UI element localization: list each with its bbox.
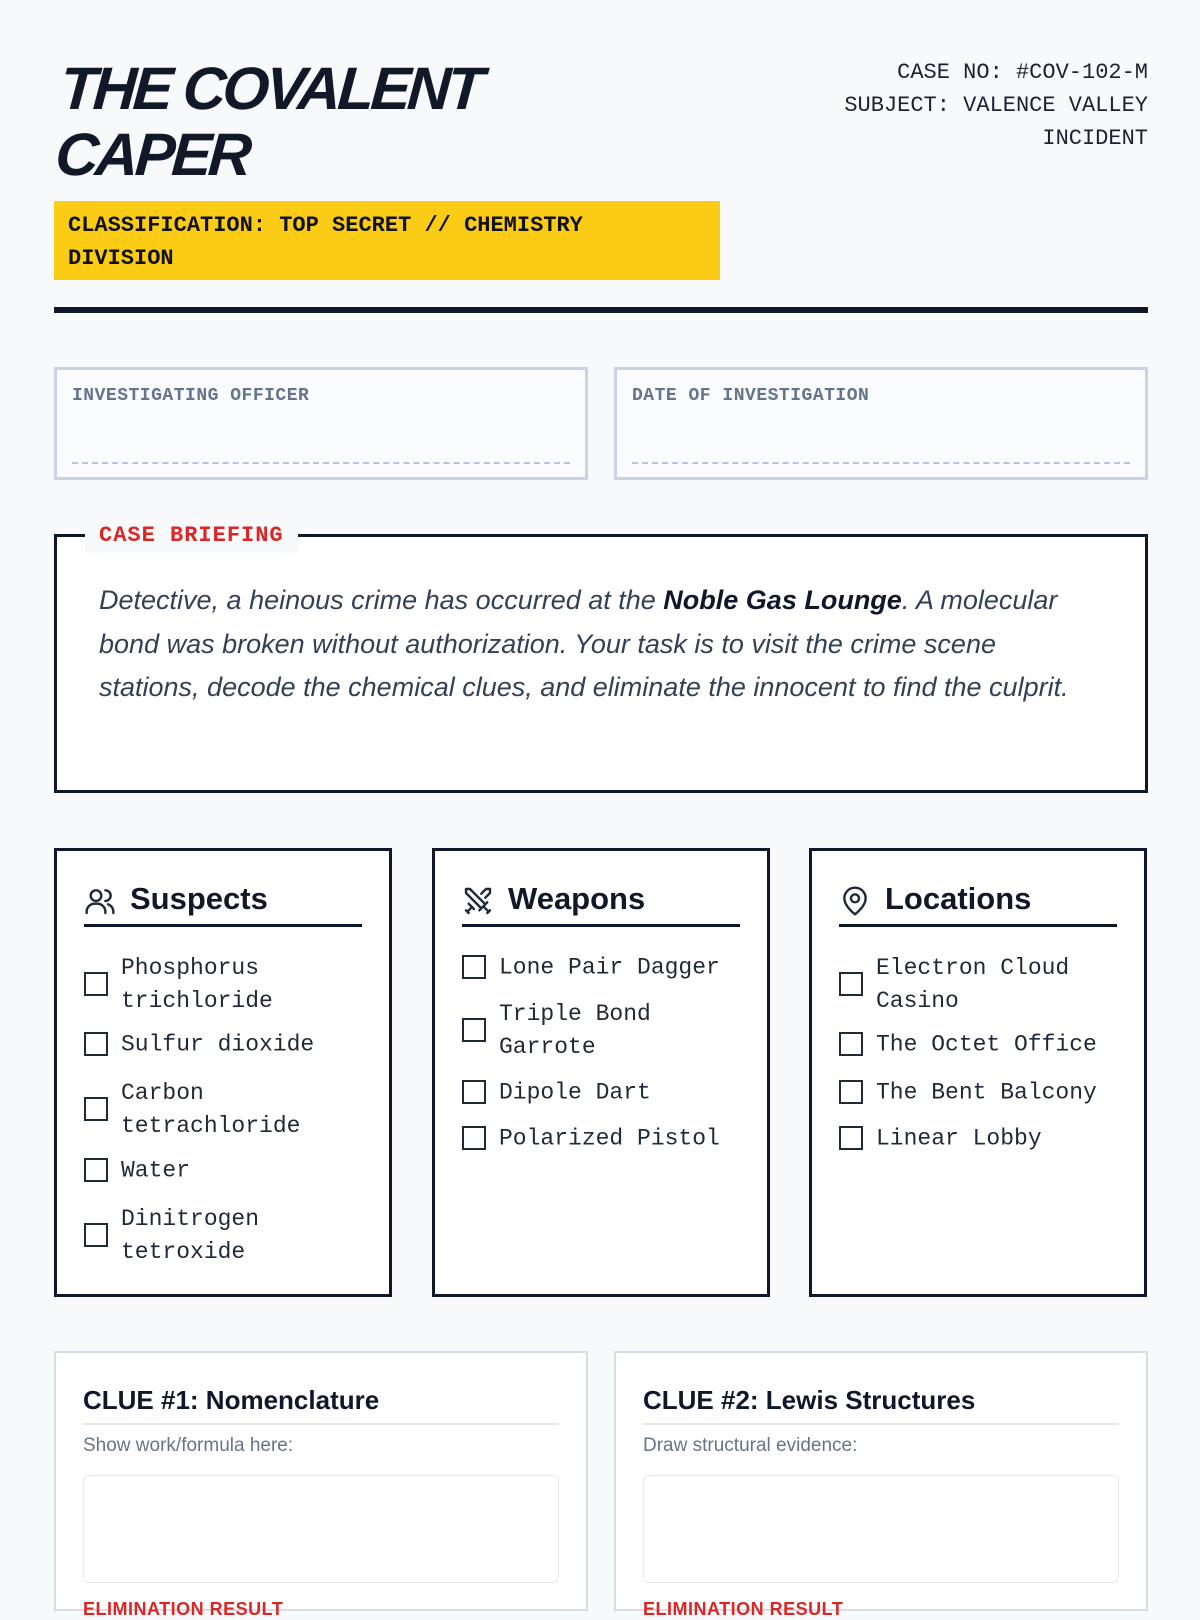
weapon-label: Dipole Dart (499, 1079, 651, 1106)
investigation-date-line[interactable] (632, 462, 1130, 464)
suspect-item[interactable] (84, 1077, 369, 1143)
title-line-2: CAPER (53, 121, 251, 188)
clue-card-nomenclature (54, 1351, 588, 1619)
classification-banner (54, 201, 720, 280)
weapon-item[interactable] (462, 1077, 747, 1109)
crossed-swords-icon (462, 885, 494, 917)
location-checkbox[interactable] (839, 972, 863, 996)
briefing-text-before: Detective, a heinous crime has occurred at the (99, 585, 664, 615)
elimination-result-label: ELIMINATION RESULT (83, 1599, 284, 1619)
header-divider (54, 307, 1148, 313)
investigating-officer-label: INVESTIGATING OFFICER (72, 386, 310, 406)
weapon-checkbox[interactable] (462, 1080, 486, 1104)
suspect-item[interactable] (84, 1155, 369, 1187)
case-briefing-tag: CASE BRIEFING (85, 519, 298, 553)
map-pin-icon (839, 885, 871, 917)
location-item[interactable] (839, 1123, 1124, 1155)
weapon-checkbox[interactable] (462, 1018, 486, 1042)
suspect-label: Dinitrogen tetroxide (121, 1206, 260, 1265)
suspects-heading: Suspects (130, 881, 268, 916)
weapon-item[interactable] (462, 952, 747, 984)
locations-header (839, 881, 1117, 927)
location-label: The Octet Office (876, 1031, 1097, 1058)
weapon-item[interactable] (462, 998, 747, 1064)
location-checkbox[interactable] (839, 1126, 863, 1150)
weapons-heading: Weapons (508, 881, 646, 916)
location-label: The Bent Balcony (876, 1079, 1097, 1106)
weapon-label: Polarized Pistol (499, 1125, 720, 1152)
case-briefing-text (99, 579, 1103, 710)
weapon-checkbox[interactable] (462, 955, 486, 979)
suspects-panel (54, 848, 392, 1297)
suspect-label: Carbon tetrachloride (121, 1080, 301, 1139)
clue-hint: Draw structural evidence: (643, 1435, 858, 1456)
suspect-item[interactable] (84, 1029, 369, 1061)
locations-heading: Locations (885, 881, 1032, 916)
clue-work-area[interactable] (643, 1475, 1119, 1583)
investigation-date-label: DATE OF INVESTIGATION (632, 386, 870, 406)
suspect-item[interactable] (84, 952, 369, 1018)
case-number: CASE NO: #COV-102-M (897, 60, 1148, 85)
classification-line-1: CLASSIFICATION: TOP SECRET // CHEMISTRY (68, 213, 583, 238)
location-item[interactable] (839, 1029, 1124, 1061)
weapons-header (462, 881, 740, 927)
location-checkbox[interactable] (839, 1032, 863, 1056)
weapon-label: Lone Pair Dagger (499, 954, 720, 981)
suspect-checkbox[interactable] (84, 1158, 108, 1182)
location-checkbox[interactable] (839, 1080, 863, 1104)
location-label: Electron Cloud Casino (876, 955, 1070, 1014)
elimination-result-label: ELIMINATION RESULT (643, 1599, 844, 1619)
suspect-label: Phosphorus trichloride (121, 955, 273, 1014)
location-label: Linear Lobby (876, 1125, 1042, 1152)
investigating-officer-field[interactable] (54, 367, 588, 480)
weapon-label: Triple Bond Garrote (499, 1001, 651, 1060)
briefing-location-name: Noble Gas Lounge (663, 585, 902, 615)
suspect-checkbox[interactable] (84, 1223, 108, 1247)
clue-title: CLUE #2: Lewis Structures (643, 1383, 1119, 1425)
suspect-checkbox[interactable] (84, 972, 108, 996)
investigation-date-field[interactable] (614, 367, 1148, 480)
suspect-label: Water (121, 1157, 191, 1184)
investigating-officer-line[interactable] (72, 462, 570, 464)
title-line-1: THE COVALENT (58, 55, 483, 122)
page-title (53, 56, 482, 188)
case-meta (844, 56, 1148, 155)
location-item[interactable] (839, 952, 1124, 1018)
location-item[interactable] (839, 1077, 1124, 1109)
weapons-panel (432, 848, 770, 1297)
clue-title: CLUE #1: Nomenclature (83, 1383, 559, 1425)
case-briefing (54, 523, 1148, 793)
suspect-checkbox[interactable] (84, 1097, 108, 1121)
clue-card-lewis-structures (614, 1351, 1148, 1619)
weapon-item[interactable] (462, 1123, 747, 1155)
clue-work-area[interactable] (83, 1475, 559, 1583)
locations-panel (809, 848, 1147, 1297)
clue-hint: Show work/formula here: (83, 1435, 294, 1456)
classification-line-2: DIVISION (68, 246, 174, 271)
case-subject-line-2: INCIDENT (1042, 126, 1148, 151)
suspects-header (84, 881, 362, 927)
users-icon (84, 885, 116, 917)
suspect-label: Sulfur dioxide (121, 1031, 315, 1058)
case-subject-line-1: SUBJECT: VALENCE VALLEY (844, 93, 1148, 118)
weapon-checkbox[interactable] (462, 1126, 486, 1150)
suspect-item[interactable] (84, 1203, 369, 1269)
briefing-text-after: . A molecular bond was broken without authorization. Your task is to visit the crime scene stations, decode the chemical clues, and eliminate the innocent to find the culprit. (99, 585, 1069, 702)
suspect-checkbox[interactable] (84, 1032, 108, 1056)
